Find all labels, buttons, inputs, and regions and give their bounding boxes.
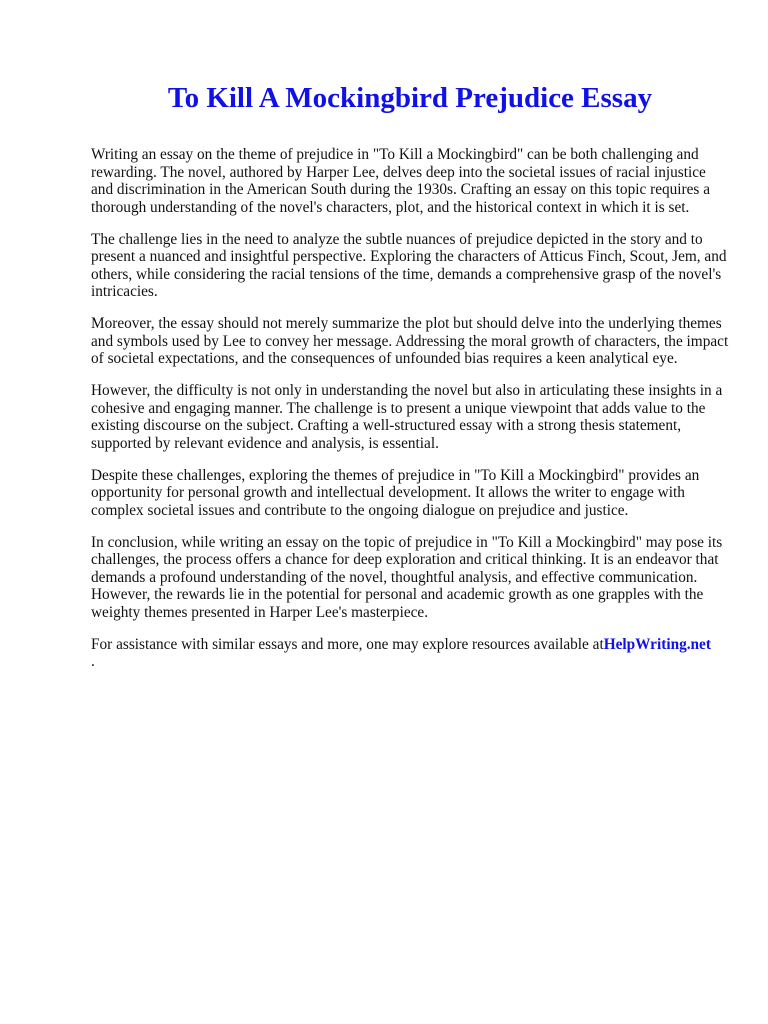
paragraph-6: In conclusion, while writing an essay on the topic of prejudice in "To Kill a Mockingbird" may pose its challenges, the process offers a chance for deep exploration and critical thinking. It is an endeavor that demands a profound understanding of the novel, thoughtful analysis, and effective communication. However, the rewards lie in the potential for personal and academic growth as one grapples with the weighty themes presented in Harper Lee's masterpiece. [91, 533, 723, 621]
essay-body [91, 146, 731, 685]
closing-text: For assistance with similar essays and more, one may explore resources available at [91, 635, 604, 653]
paragraph-1: Writing an essay on the theme of prejudice in "To Kill a Mockingbird" can be both challenging and rewarding. The novel, authored by Harper Lee, delves deep into the societal issues of racial injustice and discrimination in the American South during the 1930s. Crafting an essay on this topic requires a thorough understanding of the novel's characters, plot, and the historical context in which it is set. [91, 146, 710, 216]
paragraph-2: The challenge lies in the need to analyze the subtle nuances of prejudice depicted in the story and to present a nuanced and insightful perspective. Exploring the characters of Atticus Finch, Scout, Jem, and others, while considering the racial tensions of the time, demands a comprehensive grasp of the novel's intricacies. [91, 230, 727, 300]
closing-paragraph [91, 636, 731, 671]
paragraph-3: Moreover, the essay should not merely summarize the plot but should delve into the underlying themes and symbols used by Lee to convey her message. Addressing the moral growth of characters, the impact of societal expectations, and the consequences of unfounded bias requires a keen analytical eye. [91, 315, 729, 367]
paragraph-4: However, the difficulty is not only in understanding the novel but also in articulating these insights in a cohesive and engaging manner. The challenge is to present a unique viewpoint that adds value to the existing discourse on the subject. Crafting a well-structured essay with a strong thesis statement, supported by relevant evidence and analysis, is essential. [91, 382, 723, 452]
helpwriting-link[interactable]: HelpWriting.net [603, 635, 711, 653]
closing-period: . [91, 653, 95, 670]
page-title: To Kill A Mockingbird Prejudice Essay [167, 82, 653, 114]
paragraph-5: Despite these challenges, exploring the themes of prejudice in "To Kill a Mockingbird" provides an opportunity for personal growth and intellectual development. It allows the writer to engage with complex societal issues and contribute to the ongoing dialogue on prejudice and justice. [91, 466, 700, 519]
